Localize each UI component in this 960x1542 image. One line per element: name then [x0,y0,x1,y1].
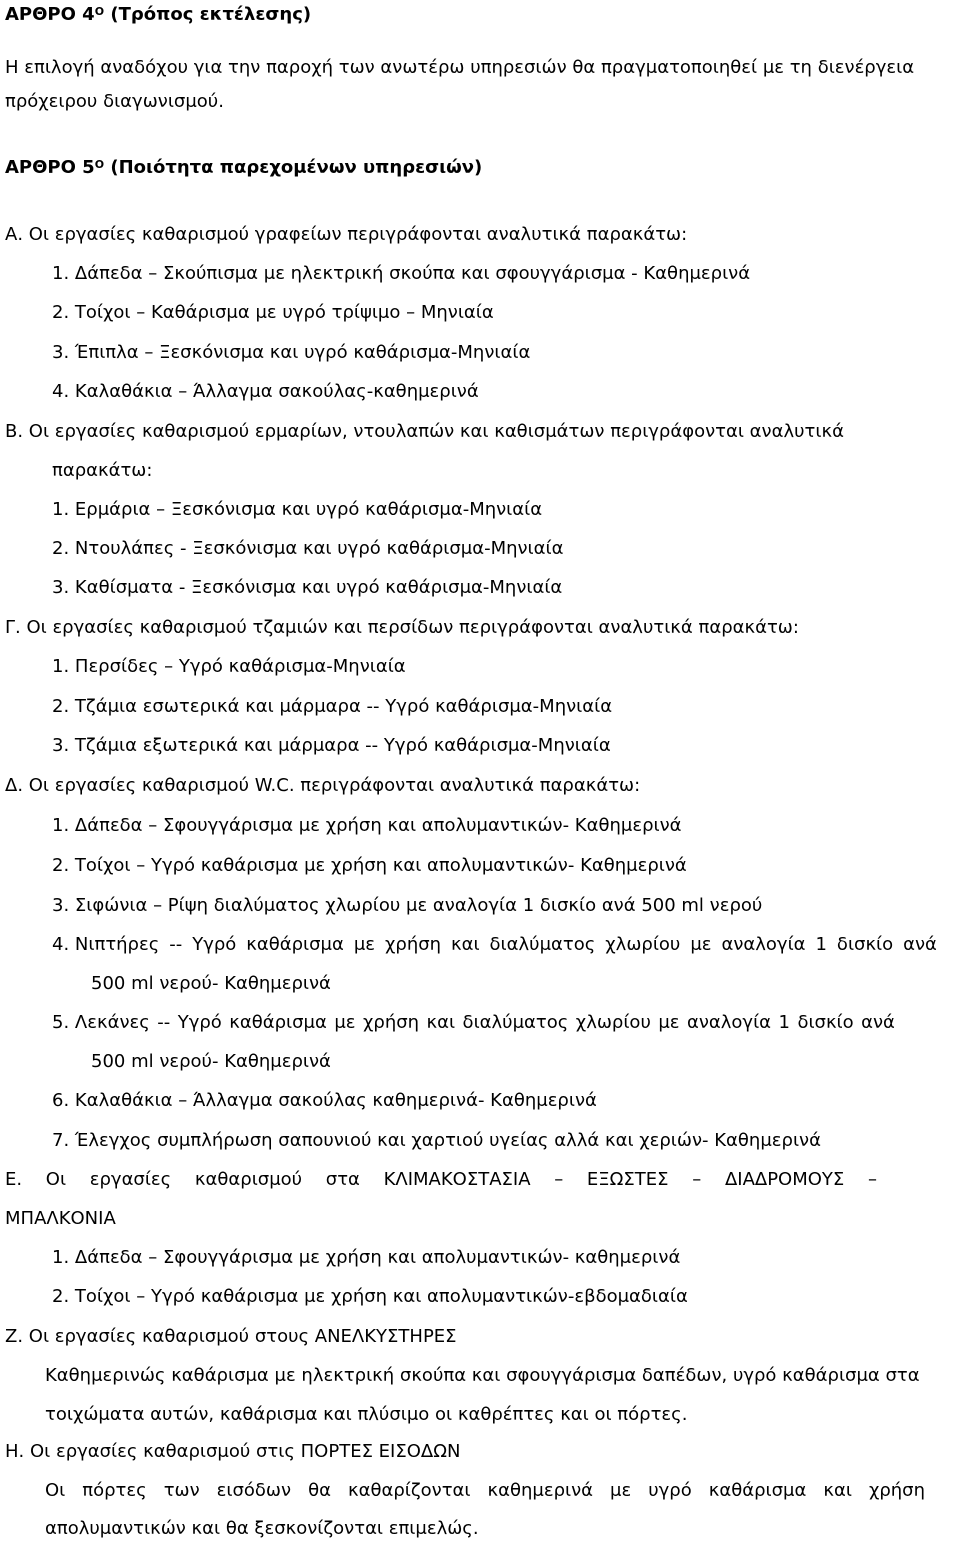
list-item: 1. Δάπεδα – Σφουγγάρισμα με χρήση και απολυμαντικών- Καθημερινά [52,815,682,836]
article-4-text-line-1: Η επιλογή αναδόχου για την παροχή των ανωτέρω υπηρεσιών θα πραγματοποιηθεί με τη διενέργεια [5,57,915,78]
section-a-heading: Α. Οι εργασίες καθαρισμού γραφείων περιγράφονται αναλυτικά παρακάτω: [5,224,688,245]
list-item: 1. Δάπεδα – Σφουγγάρισμα με χρήση και απολυμαντικών- καθημερινά [52,1247,681,1268]
section-h-heading: Η. Οι εργασίες καθαρισμού στις ΠΟΡΤΕΣ ΕΙΣΟΔΩΝ [5,1441,461,1462]
list-item: 4. Καλαθάκια – Άλλαγμα σακούλας-καθημερινά [52,381,479,402]
list-item: 2. Τοίχοι – Υγρό καθάρισμα με χρήση και απολυμαντικών- Καθημερινά [52,855,687,876]
section-h-paragraph-line-1: Οι πόρτες των εισόδων θα καθαρίζονται καθημερινά με υγρό καθάρισμα και χρήση [45,1480,925,1501]
section-h-paragraph-line-2: απολυμαντικών και θα ξεσκονίζονται επιμελώς. [45,1518,479,1539]
list-item: 2. Τοίχοι – Καθάρισμα με υγρό τρίψιμο – Μηνιαία [52,302,494,323]
article-5-title: ΑΡΘΡΟ $5^O$ (Ποιότητα παρεχομένων υπηρεσιών) [5,157,483,178]
article-4-title: ΑΡΘΡΟ $4^O$ (Τρόπος εκτέλεσης) [5,4,312,25]
list-item-text: Λεκάνες -- Υγρό καθάρισμα με χρήση και διαλύματος χλωρίου με αναλογία 1 δισκίο ανά [74,1012,895,1033]
section-b-heading-line-1: Β. Οι εργασίες καθαρισμού ερμαρίων, ντουλαπών και καθισμάτων περιγράφονται αναλυτικά [5,421,844,442]
section-e-heading-line-1: Ε. Οι εργασίες καθαρισμού στα ΚΛΙΜΑΚΟΣΤΑΣΙΑ – ΕΞΩΣΤΕΣ – ΔΙΑΔΡΟΜΟΥΣ – [5,1169,877,1190]
list-item: 1. Ερμάρια – Ξεσκόνισμα και υγρό καθάρισμα-Μηνιαία [52,499,543,520]
list-item-continuation: 500 ml νερού- Καθημερινά [91,1051,331,1072]
list-item: 7. Έλεγχος συμπλήρωση σαπουνιού και χαρτιού υγείας αλλά και χεριών- Καθημερινά [52,1130,821,1151]
list-item: 1. Περσίδες – Υγρό καθάρισμα-Μηνιαία [52,656,406,677]
list-item: 3. Σιφώνια – Ρίψη διαλύματος χλωρίου με αναλογία 1 δισκίο ανά 500 ml νερού [52,895,763,916]
section-c-heading: Γ. Οι εργασίες καθαρισμού τζαμιών και περσίδων περιγράφονται αναλυτικά παρακάτω: [5,617,799,638]
article-4-text-line-2: πρόχειρου διαγωνισμού. [5,91,224,112]
list-item: 3. Τζάμια εξωτερικά και μάρμαρα -- Υγρό καθάρισμα-Μηνιαία [52,735,611,756]
list-item-text: Νιπτήρες -- Υγρό καθάρισμα με χρήση και διαλύματος χλωρίου με αναλογία 1 δισκίο ανά [74,934,937,955]
section-z-heading: Ζ. Οι εργασίες καθαρισμού στους ΑΝΕΛΚΥΣΤΗΡΕΣ [5,1326,457,1347]
list-item: 2. Τζάμια εσωτερικά και μάρμαρα -- Υγρό καθάρισμα-Μηνιαία [52,696,613,717]
section-b-heading-line-2: παρακάτω: [52,460,153,481]
section-d-heading: Δ. Οι εργασίες καθαρισμού W.C. περιγράφονται αναλυτικά παρακάτω: [5,775,641,796]
list-item: 2. Ντουλάπες - Ξεσκόνισμα και υγρό καθάρισμα-Μηνιαία [52,538,564,559]
list-item: 3. Καθίσματα - Ξεσκόνισμα και υγρό καθάρισμα-Μηνιαία [52,577,563,598]
list-item: 2. Τοίχοι – Υγρό καθάρισμα με χρήση και απολυμαντικών-εβδομαδιαία [52,1286,688,1307]
list-item-continuation: 500 ml νερού- Καθημερινά [91,973,331,994]
section-z-paragraph-line-1: Καθημερινώς καθάρισμα με ηλεκτρική σκούπα και σφουγγάρισμα δαπέδων, υγρό καθάρισμα στα [45,1365,920,1386]
list-item: 6. Καλαθάκια – Άλλαγμα σακούλας καθημερινά- Καθημερινά [52,1090,597,1111]
section-z-paragraph-line-2: τοιχώματα αυτών, καθάρισμα και πλύσιμο οι καθρέπτες και οι πόρτες. [45,1404,688,1425]
list-item: 1. Δάπεδα – Σκούπισμα με ηλεκτρική σκούπα και σφουγγάρισμα - Καθημερινά [52,263,751,284]
list-item: 4. Νιπτήρες -- Υγρό καθάρισμα με χρήση και διαλύματος χλωρίου με αναλογία 1 δισκίο ανά [52,934,937,955]
section-e-heading-line-2: ΜΠΑΛΚΟΝΙΑ [5,1208,116,1229]
list-item: 5. Λεκάνες -- Υγρό καθάρισμα με χρήση και διαλύματος χλωρίου με αναλογία 1 δισκίο ανά [52,1012,895,1033]
list-item: 3. Έπιπλα – Ξεσκόνισμα και υγρό καθάρισμα-Μηνιαία [52,342,531,363]
